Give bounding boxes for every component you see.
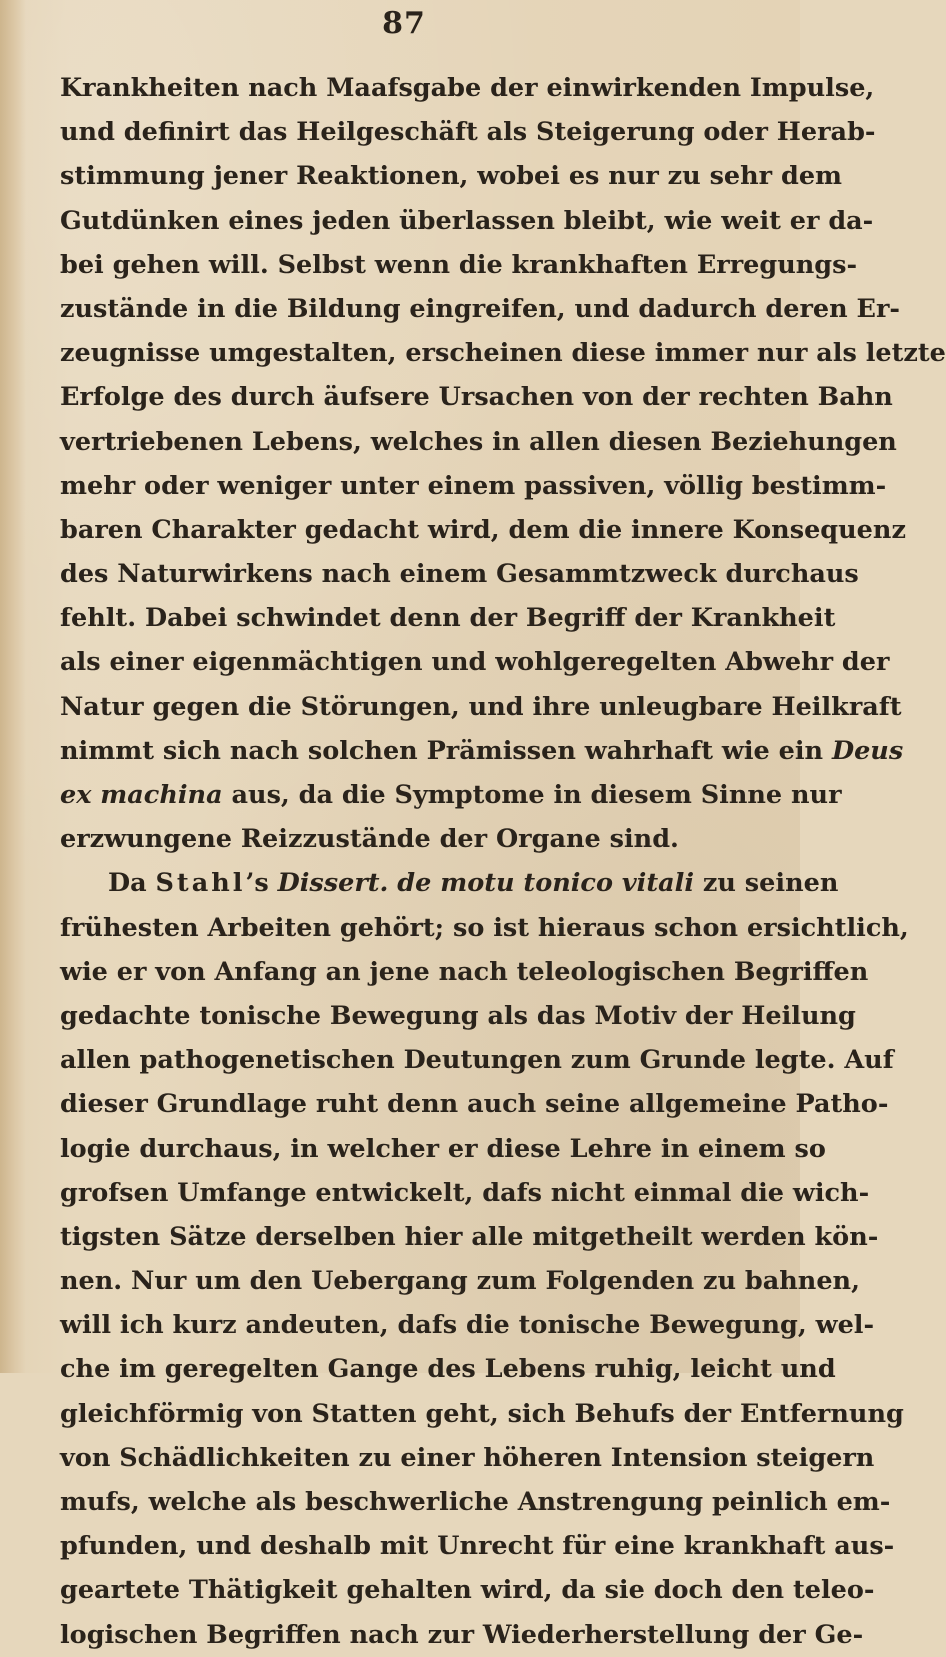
text-segment: logie durchaus, in welcher er diese Lehre in einem so — [60, 1133, 826, 1164]
text-line — [60, 817, 778, 861]
text-line — [60, 1215, 879, 1259]
text-line — [60, 1613, 864, 1657]
text-line — [60, 1038, 894, 1082]
text-segment: dieser Grundlage ruht denn auch seine allgemeine Patho- — [60, 1089, 889, 1120]
text-line — [60, 1171, 870, 1215]
text-line — [60, 331, 946, 375]
text-line — [60, 1568, 875, 1612]
text-segment: als einer eigenmächtigen und wohlgeregelten Abwehr der — [60, 647, 890, 678]
text-line — [60, 552, 859, 596]
text-segment: vertriebenen Lebens, welches in allen diesen Beziehungen — [60, 426, 897, 457]
text-segment: nimmt sich nach solchen Prämissen wahrhaft wie ein — [60, 735, 832, 766]
page-number: 87 — [382, 6, 426, 41]
text-segment: und definirt das Heilgeschäft als Steigerung oder Herab- — [60, 117, 876, 148]
text-segment: geartete Thätigkeit gehalten wird, da sie doch den teleo- — [60, 1575, 875, 1606]
text-segment: stimmung jener Reaktionen, wobei es nur zu sehr dem — [60, 161, 843, 192]
italic-text: Dissert. de motu tonico vitali — [277, 868, 695, 899]
text-line — [60, 154, 843, 198]
text-segment: gleichförmig von Statten geht, sich Behufs der Entfernung — [60, 1398, 904, 1429]
text-segment: wie er von Anfang an jene nach teleologischen Begriffen — [60, 956, 869, 987]
text-line — [60, 464, 887, 508]
text-line — [60, 66, 875, 110]
text-line — [60, 1480, 891, 1524]
text-segment: zeugnisse umgestalten, erscheinen diese immer nur als letzte — [60, 338, 946, 369]
text-segment: von Schädlichkeiten zu einer höheren Intension steigern — [60, 1442, 875, 1473]
text-line — [60, 508, 906, 552]
text-line — [60, 596, 836, 640]
text-segment: tigsten Sätze derselben hier alle mitgetheilt werden kön- — [60, 1221, 879, 1252]
text-line — [60, 1524, 895, 1568]
text-line — [60, 1303, 875, 1347]
text-segment: zustände in die Bildung eingreifen, und dadurch deren Er- — [60, 293, 901, 324]
text-segment: will ich kurz andeuten, dafs die tonische Bewegung, wel- — [60, 1310, 875, 1341]
text-segment: logischen Begriffen nach zur Wiederherstellung der Ge- — [60, 1619, 864, 1650]
italic-text: ex machina — [60, 780, 223, 810]
text-line — [60, 906, 909, 950]
text-segment: zu seinen — [694, 868, 839, 899]
text-line — [60, 950, 869, 994]
text-line — [60, 110, 876, 154]
text-segment: allen pathogenetischen Deutungen zum Grunde legte. Auf — [60, 1045, 894, 1076]
text-segment: erzwungene Reizzustände der Organe sind. — [60, 824, 679, 855]
text-line — [60, 685, 902, 729]
text-segment: ’s — [245, 868, 278, 899]
text-line — [60, 420, 897, 464]
text-segment: aus, da die Symptome in diesem Sinne nur — [222, 780, 842, 810]
text-segment: Gutdünken eines jeden überlassen bleibt, wie weit er da- — [60, 205, 874, 236]
text-line — [60, 375, 893, 419]
text-segment: Da — [108, 868, 156, 899]
text-line — [60, 1347, 836, 1391]
text-line — [60, 640, 890, 684]
text-line — [60, 1392, 904, 1436]
italic-text: Deus — [831, 735, 904, 766]
text-segment: bei gehen will. Selbst wenn die krankhaften Erregungs- — [60, 249, 858, 280]
text-segment: Erfolge des durch äufsere Ursachen von der rechten Bahn — [60, 382, 893, 413]
text-segment: mufs, welche als beschwerliche Anstrengung peinlich em- — [60, 1487, 891, 1517]
text-line — [60, 861, 839, 905]
text-segment: Natur gegen die Störungen, und ihre unleugbare Heilkraft — [60, 691, 902, 722]
text-segment: des Naturwirkens nach einem Gesammtzweck durchaus — [60, 559, 859, 590]
text-segment: fehlt. Dabei schwindet denn der Begriff der Krankheit — [60, 603, 836, 634]
text-line — [60, 199, 874, 243]
text-segment: che im geregelten Gange des Lebens ruhig, leicht und — [60, 1354, 836, 1385]
text-segment: frühesten Arbeiten gehört; so ist hieraus schon ersichtlich, — [60, 912, 909, 943]
spaced-name: Stahl — [155, 868, 246, 899]
text-segment: grofsen Umfange entwickelt, dafs nicht einmal die wich- — [60, 1177, 870, 1208]
body-text — [60, 66, 946, 1657]
text-line — [60, 1436, 875, 1480]
text-line — [60, 1259, 860, 1303]
text-segment: gedachte tonische Bewegung als das Motiv der Heilung — [60, 1000, 856, 1031]
text-line — [60, 994, 856, 1038]
text-line — [60, 773, 842, 817]
text-segment: Krankheiten nach Maafsgabe der einwirkenden Impulse, — [60, 73, 875, 103]
text-line — [60, 1127, 826, 1171]
text-segment: nen. Nur um den Uebergang zum Folgenden zu bahnen, — [60, 1266, 860, 1297]
page-gutter — [0, 0, 26, 1373]
text-segment: baren Charakter gedacht wird, dem die innere Konsequenz — [60, 514, 906, 545]
text-segment: pfunden, und deshalb mit Unrecht für eine krankhaft aus- — [60, 1531, 895, 1562]
text-segment: mehr oder weniger unter einem passiven, völlig bestimm- — [60, 470, 887, 501]
text-line — [60, 287, 901, 331]
text-line — [60, 243, 858, 287]
text-line — [60, 729, 904, 773]
text-line — [60, 1082, 889, 1126]
